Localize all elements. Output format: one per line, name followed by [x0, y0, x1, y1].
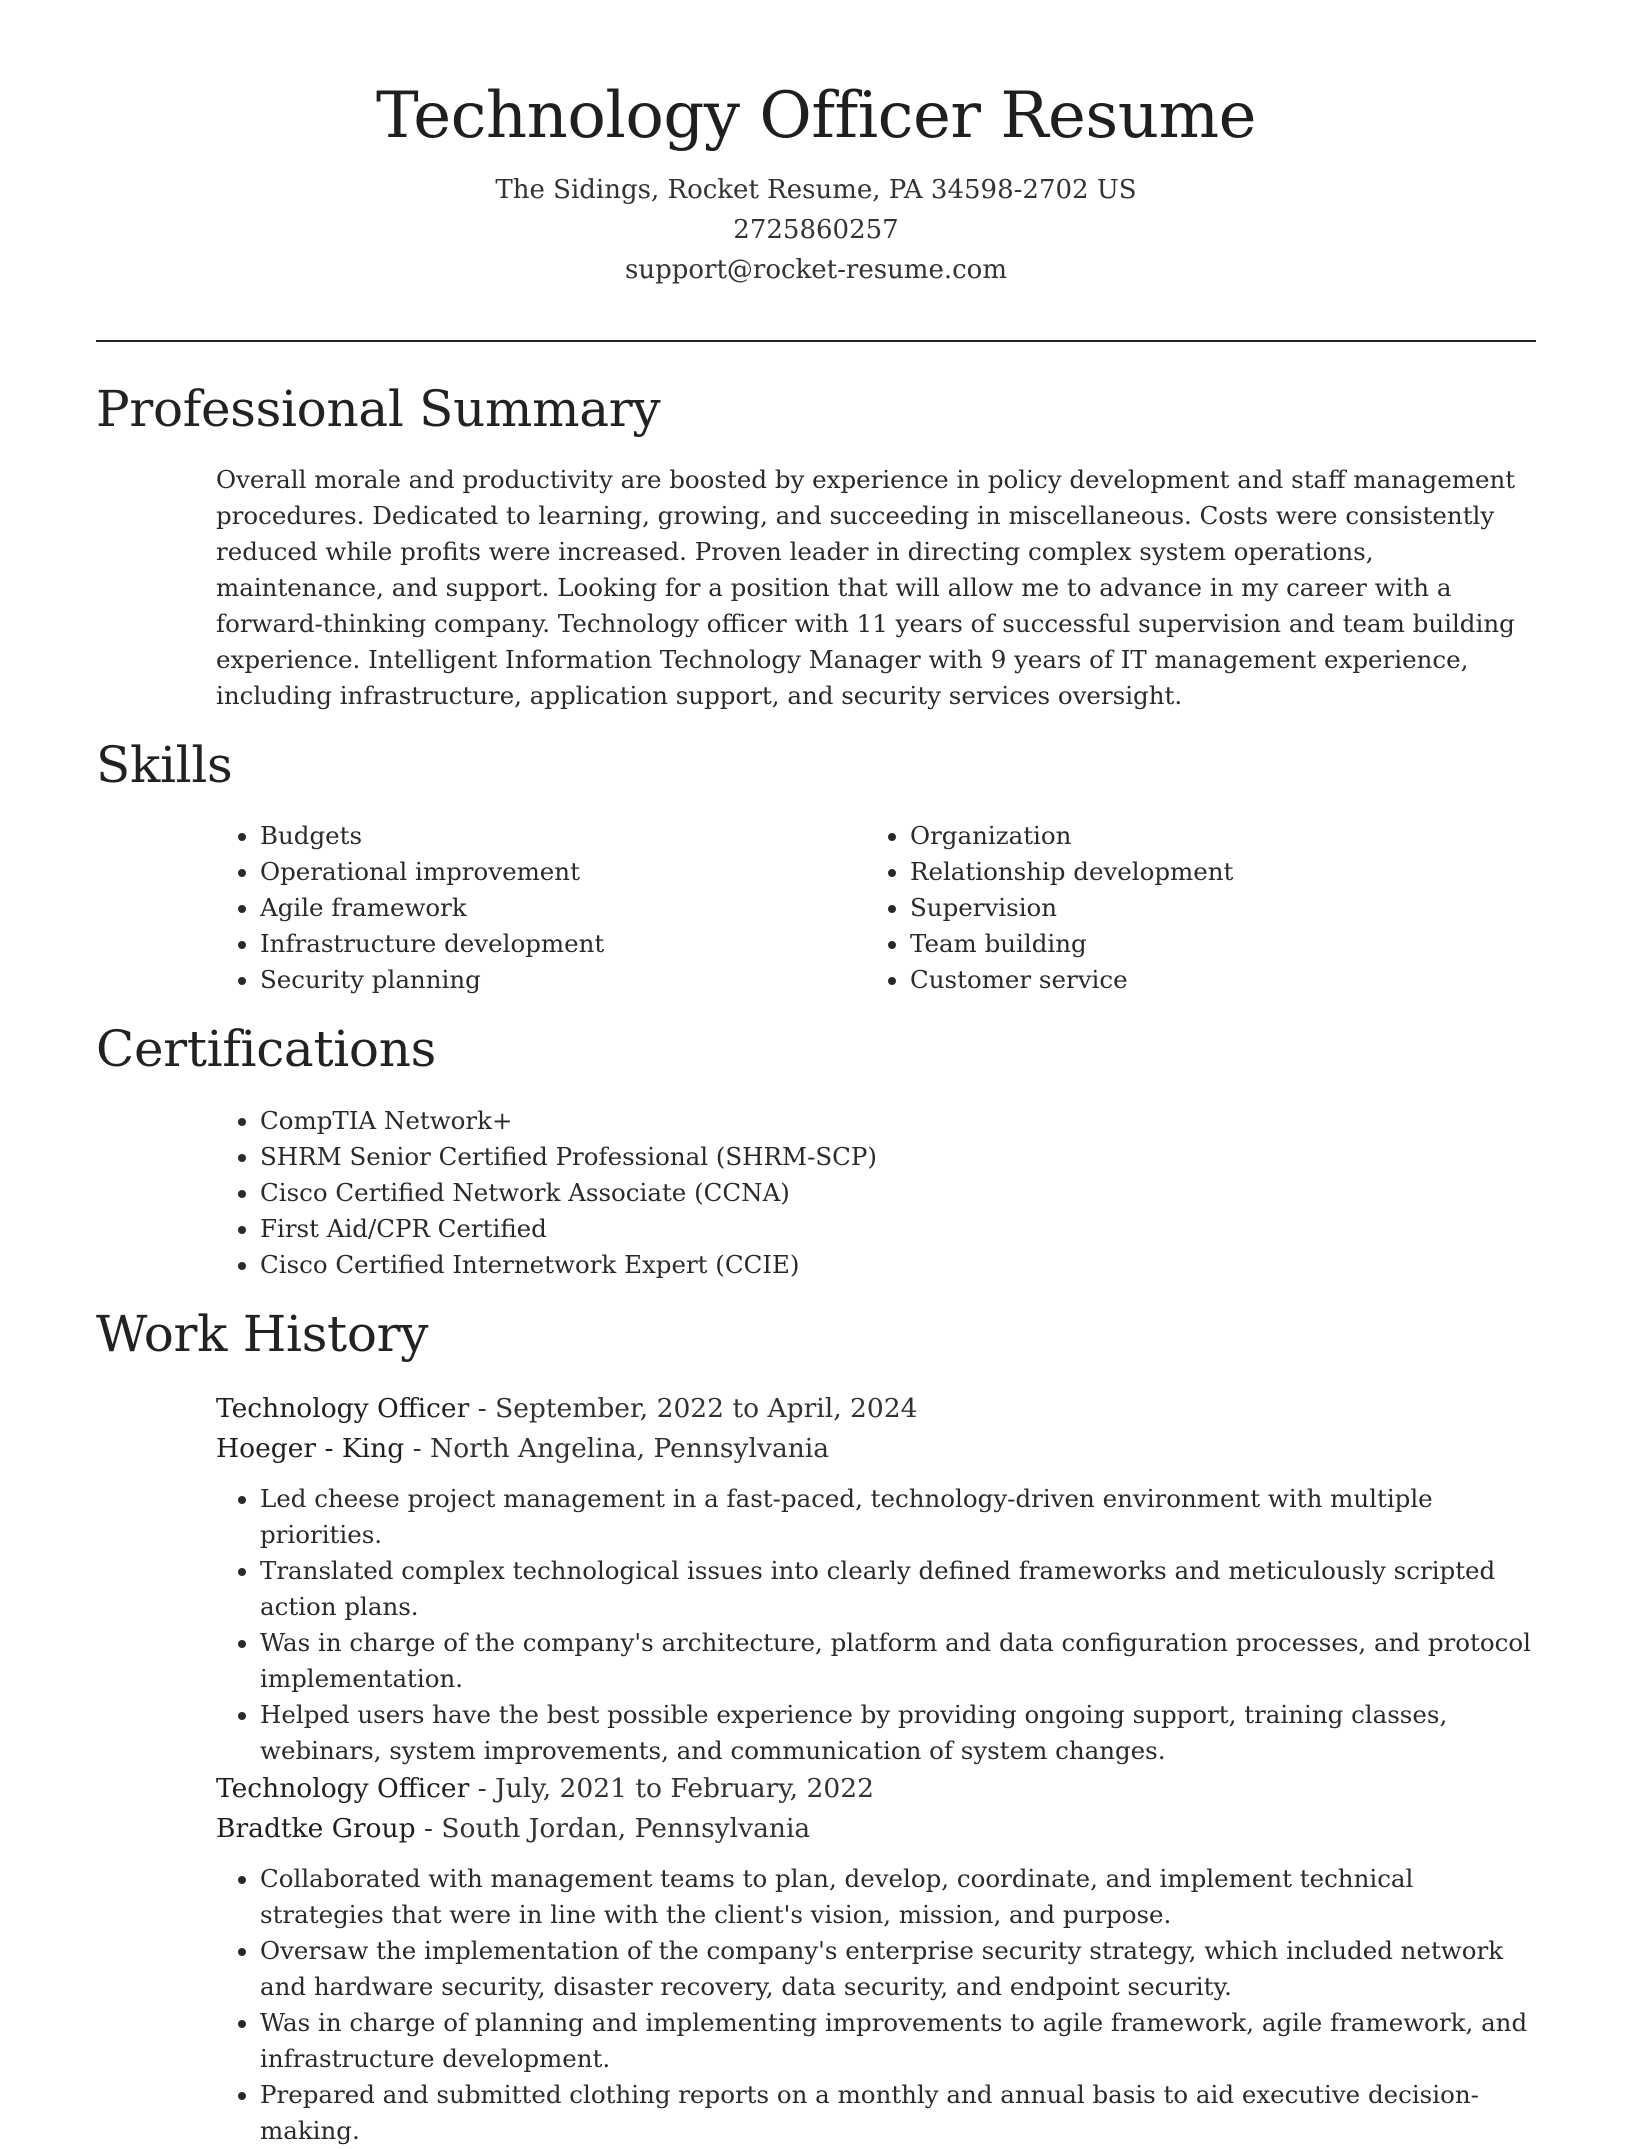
job-title: Technology Officer: [216, 1773, 470, 1804]
skill-item: • Agile framework: [260, 890, 836, 926]
summary-heading: Professional Summary: [96, 380, 661, 438]
job-title-line: [216, 1769, 1536, 1809]
job-location: South Jordan, Pennsylvania: [441, 1813, 811, 1844]
certification-item: • CompTIA Network+: [260, 1103, 1516, 1139]
job-title-line: [216, 1389, 1536, 1429]
header-divider: [96, 340, 1536, 342]
job-entry: [216, 1769, 1536, 2149]
job-dates: July, 2021 to February, 2022: [495, 1773, 874, 1804]
skill-item: • Relationship development: [910, 854, 1486, 890]
job-separator: -: [477, 1393, 496, 1424]
job-separator: -: [477, 1773, 496, 1804]
job-title: Technology Officer: [216, 1393, 470, 1424]
job-bullet: • Collaborated with management teams to plan, develop, coordinate, and implement technical strategies that were in line with the client's vision, mission, and purpose.: [260, 1861, 1536, 1933]
job-company-line: [216, 1429, 1536, 1469]
skill-item: • Organization: [910, 818, 1486, 854]
skills-left-column: [216, 818, 836, 998]
summary-text: Overall morale and productivity are boosted by experience in policy development and staff management procedures. Dedicated to learning, growing, and succeeding in miscellaneous. Costs were consistently reduced while profits were increased. Proven leader in directing complex system operations, maintenance, and support. Looking for a position that will allow me to advance in my career with a forward-thinking company. Technology officer with 11 years of successful supervision and team building experience. Intelligent Information Technology Manager with 9 years of IT management experience, including infrastructure, application support, and security services oversight.: [216, 465, 1516, 710]
job-bullets: [216, 1481, 1536, 1769]
certification-item: • Cisco Certified Network Associate (CCNA): [260, 1175, 1516, 1211]
skill-item: • Infrastructure development: [260, 926, 836, 962]
work-history-heading: Work History: [96, 1305, 429, 1363]
contact-email: support@rocket-resume.com: [624, 254, 1007, 285]
job-company-line: [216, 1809, 1536, 1849]
job-separator: -: [412, 1433, 430, 1464]
contact-address: The Sidings, Rocket Resume, PA 34598-2702 US: [495, 174, 1137, 205]
skill-item: • Operational improvement: [260, 854, 836, 890]
job-bullet: • Translated complex technological issues into clearly defined frameworks and meticulously scripted action plans.: [260, 1553, 1536, 1625]
certifications-heading: Certifications: [96, 1020, 436, 1078]
resume-title: Technology Officer Resume: [375, 79, 1257, 153]
contact-info: [0, 170, 1632, 290]
job-bullet: • Led cheese project management in a fast-paced, technology-driven environment with multiple priorities.: [260, 1481, 1536, 1553]
certifications-list: [216, 1103, 1516, 1283]
skills-right-column: [866, 818, 1486, 998]
job-bullet: • Was in charge of the company's architecture, platform and data configuration processes, and protocol implementation.: [260, 1625, 1536, 1697]
certification-item: • SHRM Senior Certified Professional (SHRM-SCP): [260, 1139, 1516, 1175]
job-company: Bradtke Group: [216, 1813, 416, 1844]
job-bullet: • Helped users have the best possible experience by providing ongoing support, training classes, webinars, system improvements, and communication of system changes.: [260, 1697, 1536, 1769]
job-bullet: • Was in charge of planning and implementing improvements to agile framework, agile framework, and infrastructure development.: [260, 2005, 1536, 2077]
job-dates: September, 2022 to April, 2024: [495, 1393, 918, 1424]
certification-item: • Cisco Certified Internetwork Expert (CCIE): [260, 1247, 1516, 1283]
job-bullet: • Prepared and submitted clothing reports on a monthly and annual basis to aid executive decision-making.: [260, 2077, 1536, 2149]
skill-item: • Supervision: [910, 890, 1486, 926]
skills-heading: Skills: [96, 736, 233, 794]
job-bullet: • Oversaw the implementation of the company's enterprise security strategy, which included network and hardware security, disaster recovery, data security, and endpoint security.: [260, 1933, 1536, 2005]
skill-item: • Team building: [910, 926, 1486, 962]
job-separator: -: [423, 1813, 442, 1844]
contact-phone: 2725860257: [733, 214, 899, 245]
job-company: Hoeger - King: [216, 1433, 405, 1464]
resume-header: [0, 80, 1632, 290]
skill-item: • Budgets: [260, 818, 836, 854]
job-entry: [216, 1389, 1536, 1769]
job-location: North Angelina, Pennsylvania: [430, 1433, 830, 1464]
job-bullets: [216, 1861, 1536, 2149]
certification-item: • First Aid/CPR Certified: [260, 1211, 1516, 1247]
skills-left-list: [216, 818, 836, 998]
skill-item: • Security planning: [260, 962, 836, 998]
skills-right-list: [866, 818, 1486, 998]
skill-item: • Customer service: [910, 962, 1486, 998]
certifications-block: [216, 1103, 1516, 1283]
